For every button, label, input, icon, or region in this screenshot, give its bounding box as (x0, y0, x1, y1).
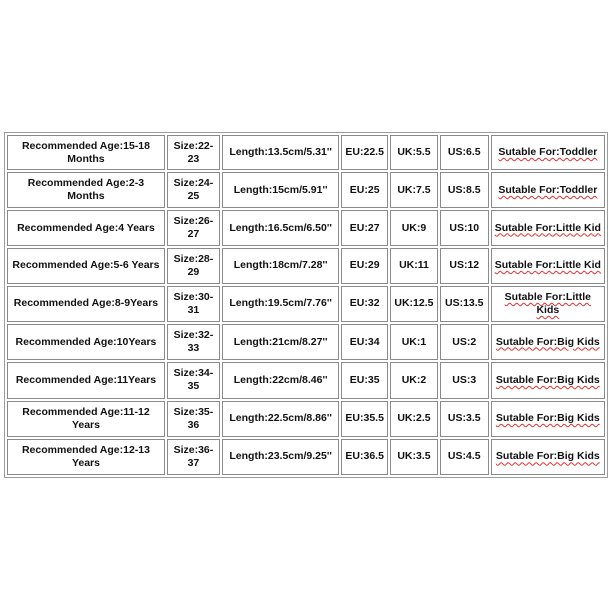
age-cell: Recommended Age:4 Years (7, 210, 165, 245)
eu-size-cell: EU:29 (341, 248, 388, 284)
size-cell: Size:24-25 (167, 172, 220, 208)
size-cell: Size:35-36 (167, 401, 220, 437)
suitable-for-cell (491, 324, 605, 360)
suitable-for-cell (491, 135, 605, 170)
us-size-cell: US:8.5 (440, 172, 489, 208)
length-cell: Length:23.5cm/9.25'' (222, 439, 339, 475)
table-row (7, 135, 605, 170)
us-size-cell: US:3 (440, 362, 489, 398)
us-size-cell: US:10 (440, 210, 489, 245)
suitable-for-cell (491, 286, 605, 322)
suitable-for-cell (491, 172, 605, 208)
us-size-cell: US:13.5 (440, 286, 489, 322)
eu-size-cell: EU:36.5 (341, 439, 388, 475)
suitable-for-text: Sutable For:Little Kids (504, 290, 591, 316)
length-cell: Length:22cm/8.46'' (222, 362, 339, 398)
eu-size-cell: EU:35 (341, 362, 388, 398)
length-cell: Length:15cm/5.91'' (222, 172, 339, 208)
table-row (7, 324, 605, 360)
eu-size-cell: EU:34 (341, 324, 388, 360)
uk-size-cell: UK:1 (390, 324, 438, 360)
suitable-for-cell (491, 210, 605, 245)
length-cell: Length:13.5cm/5.31'' (222, 135, 339, 170)
length-cell: Length:22.5cm/8.86'' (222, 401, 339, 437)
age-cell: Recommended Age:12-13 Years (7, 439, 165, 475)
uk-size-cell: UK:11 (390, 248, 438, 284)
suitable-for-text: Sutable For:Big Kids (495, 412, 600, 425)
size-cell: Size:36-37 (167, 439, 220, 475)
length-cell: Length:16.5cm/6.50'' (222, 210, 339, 245)
size-cell: Size:22-23 (167, 135, 220, 170)
size-cell: Size:28-29 (167, 248, 220, 284)
us-size-cell: US:3.5 (440, 401, 489, 437)
suitable-for-text: Sutable For:Big Kids (495, 335, 600, 348)
suitable-for-cell (491, 248, 605, 284)
us-size-cell: US:4.5 (440, 439, 489, 475)
table-row (7, 362, 605, 398)
uk-size-cell: UK:12.5 (390, 286, 438, 322)
us-size-cell: US:12 (440, 248, 489, 284)
eu-size-cell: EU:35.5 (341, 401, 388, 437)
size-cell: Size:30-31 (167, 286, 220, 322)
table-row (7, 286, 605, 322)
suitable-for-text: Sutable For:Toddler (498, 146, 598, 159)
suitable-for-cell (491, 439, 605, 475)
length-cell: Length:21cm/8.27'' (222, 324, 339, 360)
eu-size-cell: EU:27 (341, 210, 388, 245)
eu-size-cell: EU:25 (341, 172, 388, 208)
suitable-for-cell (491, 362, 605, 398)
eu-size-cell: EU:32 (341, 286, 388, 322)
age-cell: Recommended Age:15-18 Months (7, 135, 165, 170)
age-cell: Recommended Age:8-9Years (7, 286, 165, 322)
uk-size-cell: UK:9 (390, 210, 438, 245)
age-cell: Recommended Age:5-6 Years (7, 248, 165, 284)
suitable-for-text: Sutable For:Big Kids (495, 373, 600, 386)
suitable-for-cell (491, 401, 605, 437)
eu-size-cell: EU:22.5 (341, 135, 388, 170)
uk-size-cell: UK:2.5 (390, 401, 438, 437)
us-size-cell: US:6.5 (440, 135, 489, 170)
age-cell: Recommended Age:10Years (7, 324, 165, 360)
uk-size-cell: UK:5.5 (390, 135, 438, 170)
suitable-for-text: Sutable For:Little Kid (494, 221, 601, 234)
table-row (7, 210, 605, 245)
size-cell: Size:32-33 (167, 324, 220, 360)
table-row (7, 248, 605, 284)
length-cell: Length:18cm/7.28'' (222, 248, 339, 284)
age-cell: Recommended Age:11-12 Years (7, 401, 165, 437)
suitable-for-text: Sutable For:Little Kid (494, 259, 601, 272)
table-row (7, 401, 605, 437)
size-cell: Size:34-35 (167, 362, 220, 398)
uk-size-cell: UK:7.5 (390, 172, 438, 208)
suitable-for-text: Sutable For:Toddler (498, 183, 598, 196)
length-cell: Length:19.5cm/7.76'' (222, 286, 339, 322)
age-cell: Recommended Age:2-3 Months (7, 172, 165, 208)
size-chart-table (4, 132, 608, 478)
us-size-cell: US:2 (440, 324, 489, 360)
table-row (7, 172, 605, 208)
size-cell: Size:26-27 (167, 210, 220, 245)
table-row (7, 439, 605, 475)
suitable-for-text: Sutable For:Big Kids (495, 450, 600, 463)
uk-size-cell: UK:3.5 (390, 439, 438, 475)
age-cell: Recommended Age:11Years (7, 362, 165, 398)
uk-size-cell: UK:2 (390, 362, 438, 398)
